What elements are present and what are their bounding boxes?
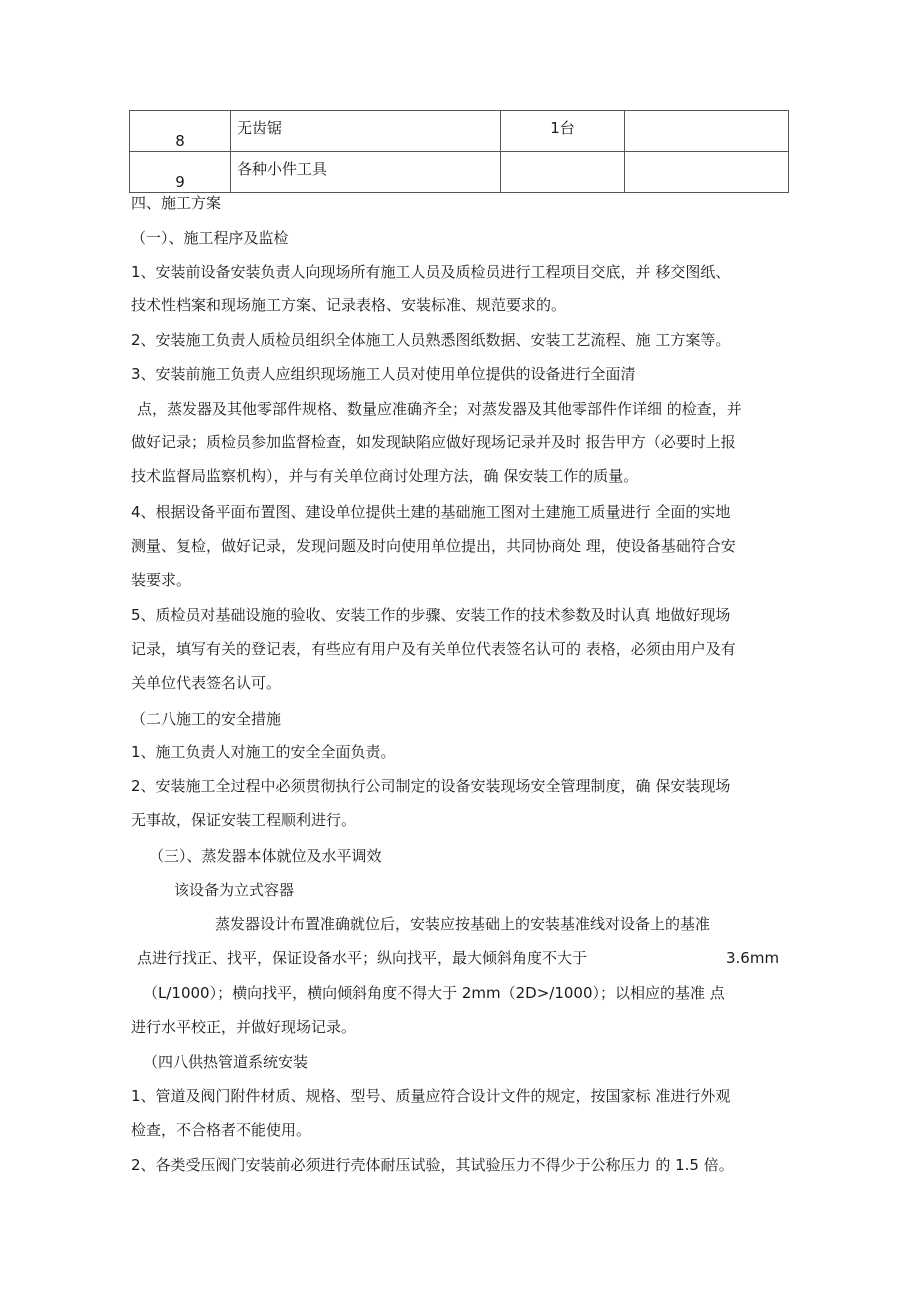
paragraph-line: 4、根据设备平面布置图、建设单位提供土建的基础施工图对土建施工质量进行 全面的实地 (131, 503, 731, 521)
subsection-heading: （一）、施工程序及监检 (131, 229, 289, 247)
tool-name: 各种小件工具 (231, 152, 501, 193)
paragraph-line: 1、安装前设备安装负责人向现场所有施工人员及质检员进行工程项目交底，并 移交图纸、 (131, 263, 731, 281)
tool-quantity (501, 152, 625, 193)
paragraph-line: 3、安装前施工负责人应组织现场施工人员对使用单位提供的设备进行全面清 (131, 365, 636, 383)
paragraph-line: 1、施工负责人对施工的安全全面负责。 (131, 743, 396, 761)
table-row (130, 152, 789, 193)
row-number: 8 (130, 111, 231, 152)
measurement-value: 3.6mm (726, 949, 780, 967)
paragraph-line: （L/1000）；横向找平，横向倾斜角度不得大于 2mm（2D>/1000）；以相应的基准 点 (143, 984, 725, 1002)
paragraph-line: 蒸发器设计布置准确就位后，安装应按基础上的安装基准线对设备上的基准 (215, 915, 711, 933)
paragraph-line: 2、安装施工负责人质检员组织全体施工人员熟悉图纸数据、安装工艺流程、施 工方案等。 (131, 331, 731, 349)
tool-note (625, 152, 789, 193)
tool-note (625, 111, 789, 152)
row-number: 9 (130, 152, 231, 193)
paragraph-line: 点，蒸发器及其他零部件规格、数量应准确齐全；对蒸发器及其他零部件作详细 的检查，并 (137, 400, 742, 418)
paragraph-line: 测量、复检，做好记录，发现问题及时向使用单位提出，共同协商处 理，使设备基础符合安 (131, 537, 736, 555)
paragraph-line: 技术监督局监察机构），并与有关单位商讨处理方法，确 保安装工作的质量。 (131, 467, 639, 485)
paragraph-line: 该设备为立式容器 (174, 881, 295, 899)
paragraph-line: 无事故，保证安装工程顺利进行。 (131, 811, 357, 829)
paragraph-line: 点进行找正、找平，保证设备水平；纵向找平，最大倾斜角度不大于 (137, 949, 588, 967)
paragraph-line: 2、安装施工全过程中必须贯彻执行公司制定的设备安装现场安全管理制度，确 保安装现场 (131, 777, 731, 795)
section-heading: 四、施工方案 (131, 194, 222, 212)
table-row (130, 111, 789, 152)
subsection-heading: （三）、蒸发器本体就位及水平调效 (149, 847, 382, 865)
tool-name: 无齿锯 (231, 111, 501, 152)
subsection-heading: （二八施工的安全措施 (131, 710, 282, 728)
paragraph-line: 关单位代表签名认可。 (131, 674, 282, 692)
paragraph-line: 5、质检员对基础设施的验收、安装工作的步骤、安装工作的技术参数及时认真 地做好现场 (131, 606, 731, 624)
paragraph-line: 检查，不合格者不能使用。 (131, 1121, 312, 1139)
tool-quantity: 1台 (501, 111, 625, 152)
paragraph-line: 做好记录；质检员参加监督检查，如发现缺陷应做好现场记录并及时 报告甲方（必要时上报 (131, 433, 736, 451)
paragraph-line: 2、各类受压阀门安装前必须进行壳体耐压试验，其试验压力不得少于公称压力 的 1.5 倍。 (131, 1156, 734, 1174)
paragraph-line: 记录，填写有关的登记表，有些应有用户及有关单位代表签名认可的 表格，必须由用户及有 (131, 640, 736, 658)
paragraph-line: 装要求。 (131, 571, 192, 589)
paragraph-line: 1、管道及阀门附件材质、规格、型号、质量应符合设计文件的规定，按国家标 准进行外观 (131, 1087, 731, 1105)
paragraph-line: 技术性档案和现场施工方案、记录表格、安装标准、规范要求的。 (131, 296, 567, 314)
tools-table (129, 110, 789, 193)
subsection-heading: （四八供热管道系统安装 (143, 1053, 309, 1071)
paragraph-line: 进行水平校正，并做好现场记录。 (131, 1018, 357, 1036)
